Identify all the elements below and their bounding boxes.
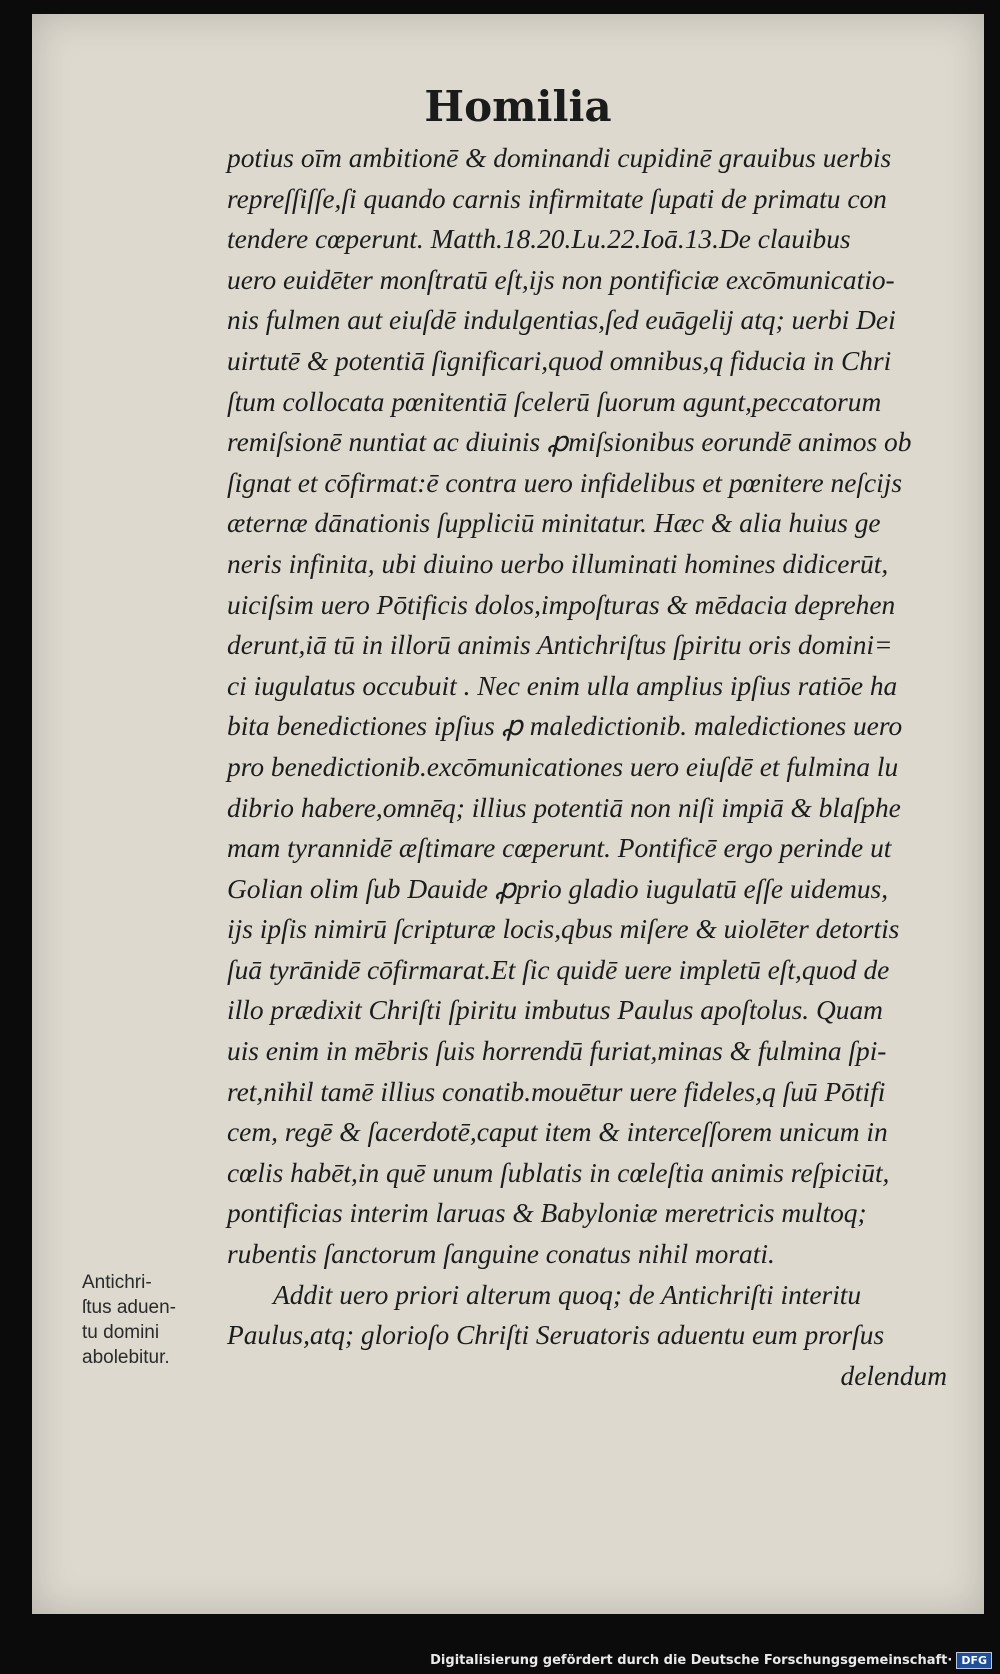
- text-line: cem, regē & ſacerdotē,caput item & interceſſorem unicum in: [227, 1117, 888, 1148]
- text-line: derunt,iā tū in illorū animis Antichriſtus ſpiritu oris domini=: [227, 630, 893, 661]
- text-line: nis fulmen aut eiuſdē indulgentias,ſed euāgelij atq; uerbi Dei: [227, 305, 896, 336]
- text-line: uirtutē & potentiā ſignificari,quod omnibus,q fiducia in Chri: [227, 345, 892, 376]
- text-line: uero euidēter monſtratū eſt,ijs non pontificiæ excōmunicatio-: [227, 264, 895, 295]
- text-line: dibrio habere,omnēq; illius potentiā non niſi impiā & blaſphe: [227, 792, 901, 823]
- catchword: delendum: [840, 1360, 947, 1391]
- text-line: neris infinita, ubi diuino uerbo illuminati homines didicerūt,: [227, 548, 889, 579]
- text-line: illo prædixit Chriſti ſpiritu imbutus Paulus apoſtolus. Quam: [227, 995, 883, 1026]
- text-line: bita benedictiones ipſius ꝓ maledictionib. maledictiones uero: [227, 711, 903, 742]
- running-head: Homilia: [424, 82, 612, 131]
- text-line: Golian olim ſub Dauide ꝓprio gladio iugulatū eſſe uidemus,: [227, 873, 889, 904]
- text-line: uiciſsim uero Pōtificis dolos,impoſturas & mēdacia deprehen: [227, 589, 896, 620]
- marginal-line: tu domini: [82, 1322, 160, 1343]
- text-line: Paulus,atq; glorioſo Chriſti Seruatoris aduentu eum prorſus: [227, 1320, 885, 1351]
- marginal-line: ſtus aduen-: [82, 1297, 177, 1318]
- marginal-note: [82, 1270, 212, 1370]
- marginal-line: abolebitur.: [82, 1347, 170, 1368]
- credit-text: Digitalisierung gefördert durch die Deutsche Forschungsgemeinschaft·: [430, 1652, 953, 1668]
- body-text: [227, 138, 987, 1396]
- text-line: mam tyrannidē æſtimare cœperunt. Pontificē ergo perinde ut: [227, 833, 892, 864]
- digitization-credit: [430, 1650, 992, 1670]
- text-line: ſuā tyrānidē cōfirmarat.Et ſic quidē uere impletū eſt,quod de: [227, 954, 890, 985]
- dfg-logo: DFG: [956, 1652, 992, 1669]
- text-line: æternæ dānationis ſuppliciū minitatur. Hæc & alia huius ge: [227, 508, 881, 539]
- text-line: cœlis habēt,in quē unum ſublatis in cœleſtia animis reſpiciūt,: [227, 1157, 890, 1188]
- text-line: pro benedictionib.excōmunicationes uero eiuſdē et fulmina lu: [227, 751, 899, 782]
- book-page: [32, 14, 984, 1614]
- text-line: potius oīm ambitionē & dominandi cupidinē grauibus uerbis: [227, 143, 892, 173]
- text-line: ci iugulatus occubuit . Nec enim ulla amplius ipſius ratiōe ha: [227, 670, 898, 701]
- text-line: ſtum collocata pœnitentiā ſcelerū ſuorum agunt,peccatorum: [227, 386, 882, 417]
- text-line: ijs ipſis nimirū ſcripturæ locis,qbus miſere & uiolēter detortis: [227, 914, 900, 945]
- text-line: repreſſiſſe,ſi quando carnis infirmitate ſupati de primatu con: [227, 183, 887, 214]
- text-line: remiſsionē nuntiat ac diuinis ꝓmiſsionibus eorundē animos ob: [227, 427, 912, 458]
- text-line: Addit uero priori alterum quoq; de Antichriſti interitu: [273, 1279, 862, 1310]
- text-line: ret,nihil tamē illius conatib.mouētur uere fideles,q ſuū Pōtifi: [227, 1076, 886, 1107]
- text-line: rubentis ſanctorum ſanguine conatus nihil morati.: [227, 1239, 775, 1270]
- text-line: tendere cœperunt. Matth.18.20.Lu.22.Ioā.13.De clauibus: [227, 224, 851, 255]
- text-line: pontificias interim laruas & Babyloniæ meretricis multoq;: [227, 1198, 867, 1229]
- marginal-line: Antichri-: [82, 1272, 152, 1293]
- text-line: ſignat et cōfirmat:ē contra uero infidelibus et pœnitere neſcijs: [227, 467, 903, 498]
- text-line: uis enim in mēbris ſuis horrendū furiat,minas & fulmina ſpi-: [227, 1036, 887, 1067]
